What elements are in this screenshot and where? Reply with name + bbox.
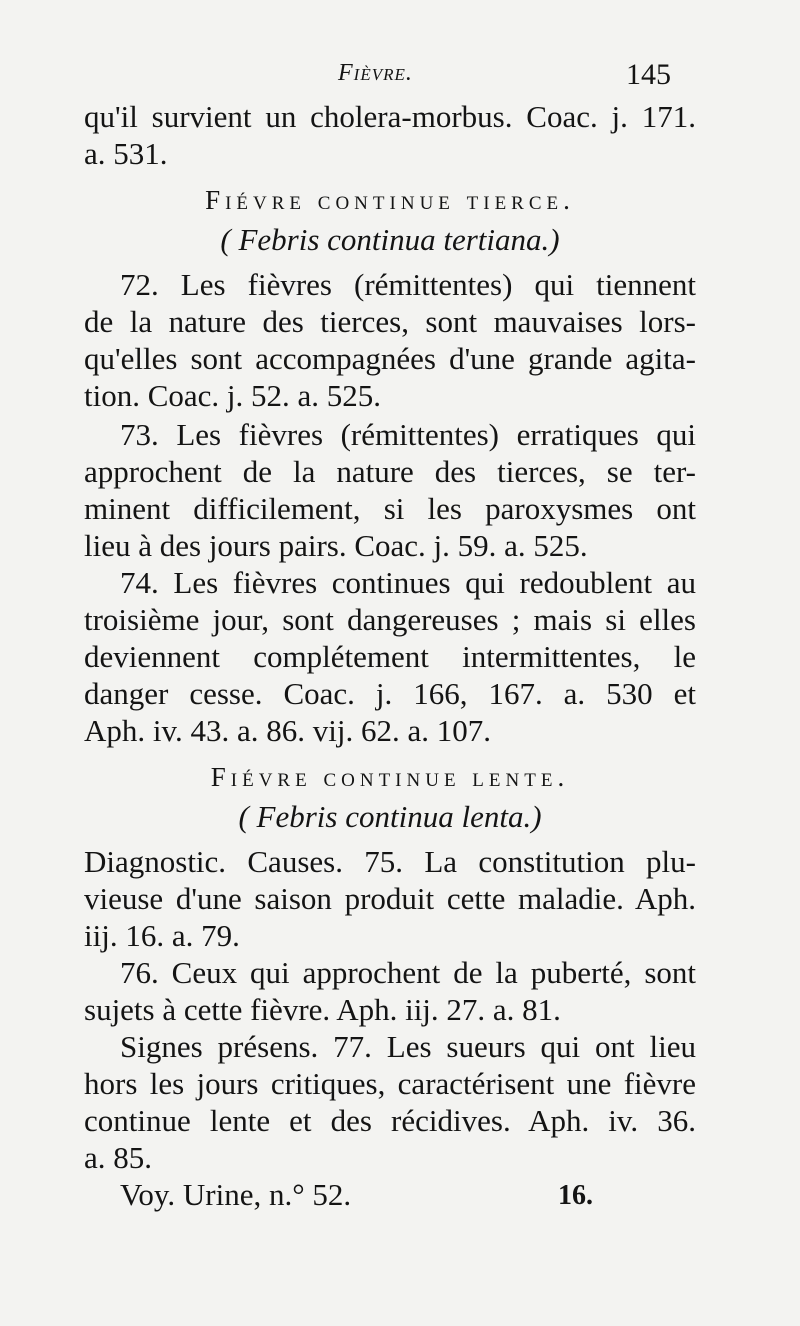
text-line: continue lente et des récidives. Aph. iv. 36. — [84, 1103, 696, 1138]
body-text — [84, 98, 696, 1213]
text-line: qu'elles sont accompagnées d'une grande agita- — [84, 341, 696, 376]
text-line: sujets à cette fièvre. Aph. iij. 27. a. 81. — [84, 992, 561, 1027]
text-line: danger cesse. Coac. j. 166, 167. a. 530 et — [84, 676, 696, 711]
section-heading: Fiévre continue tierce. — [205, 185, 575, 215]
text-line: Diagnostic. Causes. 75. La constitution plu- — [84, 844, 696, 879]
text-line: approchent de la nature des tierces, se ter- — [84, 454, 696, 489]
text-line: Signes présens. 77. Les sueurs qui ont lieu — [120, 1029, 696, 1064]
text-line: 73. Les fièvres (rémittentes) erratiques qui — [120, 417, 696, 452]
text-line: lieu à des jours pairs. Coac. j. 59. a. 525. — [84, 528, 588, 563]
text-line: Voy. Urine, n.° 52. — [120, 1177, 352, 1212]
text-line: hors les jours critiques, caractérisent une fièvre — [84, 1066, 696, 1101]
text-line: deviennent complétement intermittentes, le — [84, 639, 696, 674]
text-line: 72. Les fièvres (rémittentes) qui tiennent — [120, 267, 696, 302]
section-heading: Fiévre continue lente. — [210, 762, 570, 792]
text-line: Aph. iv. 43. a. 86. vij. 62. a. 107. — [84, 713, 491, 748]
page-header — [0, 60, 800, 100]
text-line: 74. Les fièvres continues qui redoublent au — [120, 565, 696, 600]
section-subheading: ( Febris continua lenta.) — [238, 799, 542, 834]
running-head: Fièvre. — [338, 60, 413, 86]
text-line: a. 85. — [84, 1140, 153, 1175]
text-line: troisième jour, sont dangereuses ; mais si elles — [84, 602, 696, 637]
text-line: tion. Coac. j. 52. a. 525. — [84, 378, 382, 413]
text-line: de la nature des tierces, sont mauvaises lors- — [84, 304, 696, 339]
catchword: 16. — [558, 1180, 593, 1211]
section-subheading: ( Febris continua tertiana.) — [220, 222, 560, 257]
page-number: 145 — [626, 58, 671, 91]
text-line: a. 531. — [84, 136, 168, 171]
text-line: iij. 16. a. 79. — [84, 918, 240, 953]
text-line: vieuse d'une saison produit cette maladie. Aph. — [84, 881, 696, 916]
text-line: minent difficilement, si les paroxysmes ont — [84, 491, 696, 526]
text-line: qu'il survient un cholera-morbus. Coac. j. 171. — [84, 99, 696, 134]
text-line: 76. Ceux qui approchent de la puberté, sont — [120, 955, 696, 990]
